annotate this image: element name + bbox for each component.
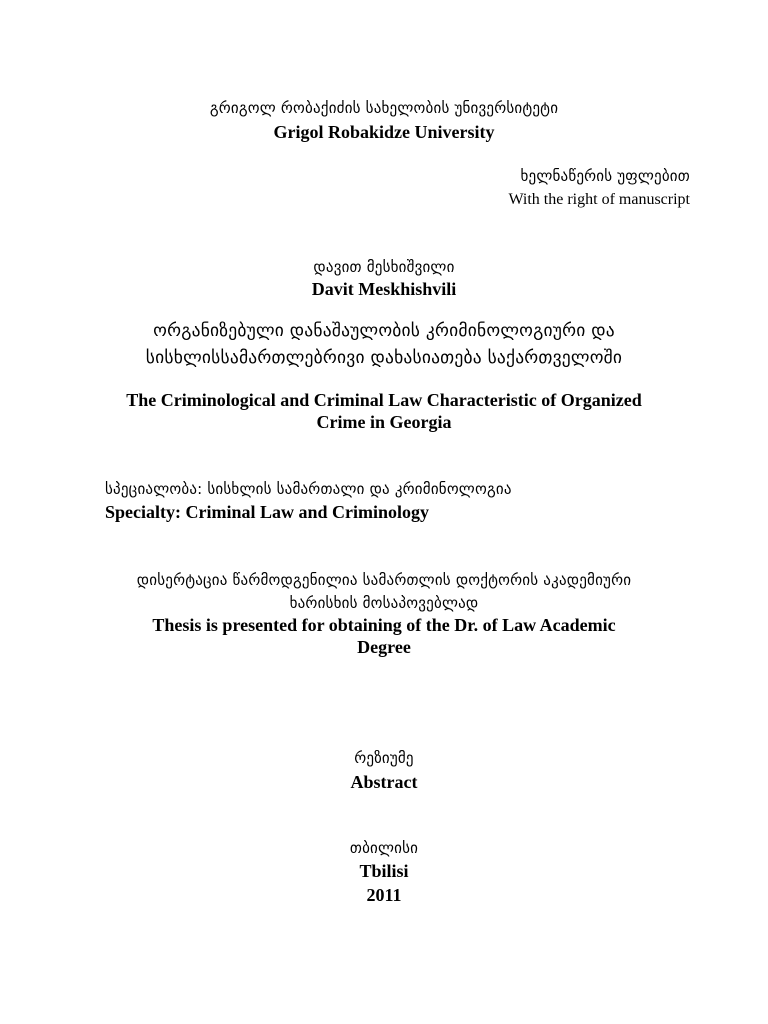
thesis-purpose-georgian-line2: ხარისხის მოსაპოვებლად [289, 594, 479, 612]
thesis-title-georgian-line2: სისხლისსამართლებრივი დახასიათება საქართველოში [145, 348, 623, 368]
thesis-purpose-georgian-line1: დისერტაცია წარმოდგენილია სამართლის დოქტორის აკადემიური [136, 571, 632, 589]
place-english: Tbilisi [359, 861, 409, 881]
specialty-english: Specialty: Criminal Law and Criminology [105, 502, 430, 522]
specialty-georgian: სპეციალობა: სისხლის სამართალი და კრიმინოლოგია [105, 480, 512, 498]
manuscript-right-english: With the right of manuscript [508, 191, 690, 208]
author-name-english: Davit Meskhishvili [311, 279, 457, 299]
thesis-title-georgian-line1: ორგანიზებული დანაშაულობის კრიმინოლოგიური და [153, 321, 615, 341]
abstract-label-english: Abstract [350, 772, 418, 792]
thesis-title-english-line2: Crime in Georgia [316, 412, 452, 432]
author-name-georgian: დავით მესხიშვილი [313, 258, 455, 276]
thesis-purpose-english-line2: Degree [357, 637, 411, 657]
year: 2011 [366, 885, 402, 905]
university-name-english: Grigol Robakidze University [273, 122, 495, 142]
thesis-purpose-english-line1: Thesis is presented for obtaining of the Dr. of Law Academic [152, 615, 616, 635]
university-name-georgian: გრიგოლ რობაქიძის სახელობის უნივერსიტეტი [209, 99, 559, 117]
place-georgian: თბილისი [349, 839, 419, 857]
thesis-title-english-line1: The Criminological and Criminal Law Characteristic of Organized [126, 390, 642, 410]
abstract-label-georgian: რეზიუმე [354, 749, 414, 767]
manuscript-right-georgian: ხელნაწერის უფლებით [520, 167, 690, 185]
